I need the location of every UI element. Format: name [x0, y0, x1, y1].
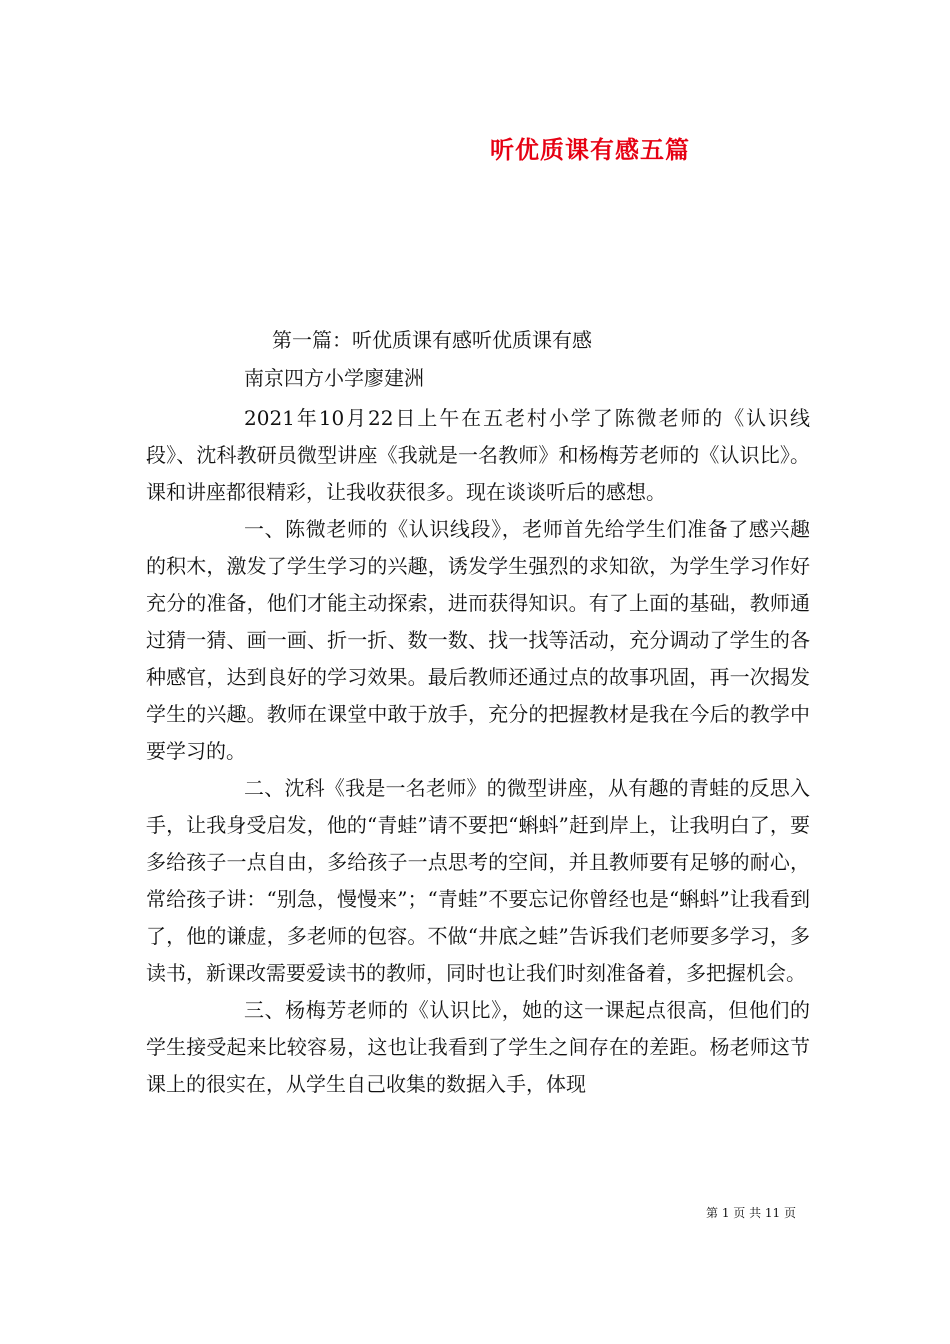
paragraph-intro: 2021年10月22日上午在五老村小学了陈微老师的《认识线段》、沈科教研员微型讲座《我就是一名教师》和杨梅芳老师的《认识比》。课和讲座都很精彩，让我收获很多。现在谈谈听后的感想。 [146, 406, 810, 504]
author-line: 南京四方小学廖建洲 [244, 366, 424, 390]
body-text [146, 400, 810, 1103]
paragraph-one: 一、陈微老师的《认识线段》，老师首先给学生们准备了感兴趣的积木，激发了学生学习的兴趣，诱发学生强烈的求知欲，为学生学习作好充分的准备，他们才能主动探索，进而获得知识。有了上面的基础，教师通过猜一猜、画一画、折一折、数一数、找一找等活动，充分调动了学生的各种感官，达到良好的学习效果。最后教师还通过点的故事巩固，再一次揭发学生的兴趣。教师在课堂中敢于放手，充分的把握教材是我在今后的教学中要学习的。 [146, 517, 810, 763]
paragraph-two: 二、沈科《我是一名老师》的微型讲座，从有趣的青蛙的反思入手，让我身受启发，他的“青蛙”请不要把“蝌蚪”赶到岸上，让我明白了，要多给孩子一点自由，多给孩子一点思考的空间，并且教师要有足够的耐心，常给孩子讲：“别急，慢慢来”；“青蛙”不要忘记你曾经也是“蝌蚪”让我看到了，他的谦虚，多老师的包容。不做“井底之蛙”告诉我们老师要多学习，多读书，新课改需要爱读书的教师，同时也让我们时刻准备着，多把握机会。 [146, 776, 810, 985]
section-heading: 第一篇：听优质课有感听优质课有感 [272, 328, 592, 352]
paragraph-three: 三、杨梅芳老师的《认识比》，她的这一课起点很高，但他们的学生接受起来比较容易，这也让我看到了学生之间存在的差距。杨老师这节课上的很实在，从学生自己收集的数据入手，体现 [146, 998, 810, 1096]
page-number-footer: 第 1 页 共 11 页 [706, 1206, 796, 1220]
document-title: 听优质课有感五篇 [490, 135, 690, 164]
